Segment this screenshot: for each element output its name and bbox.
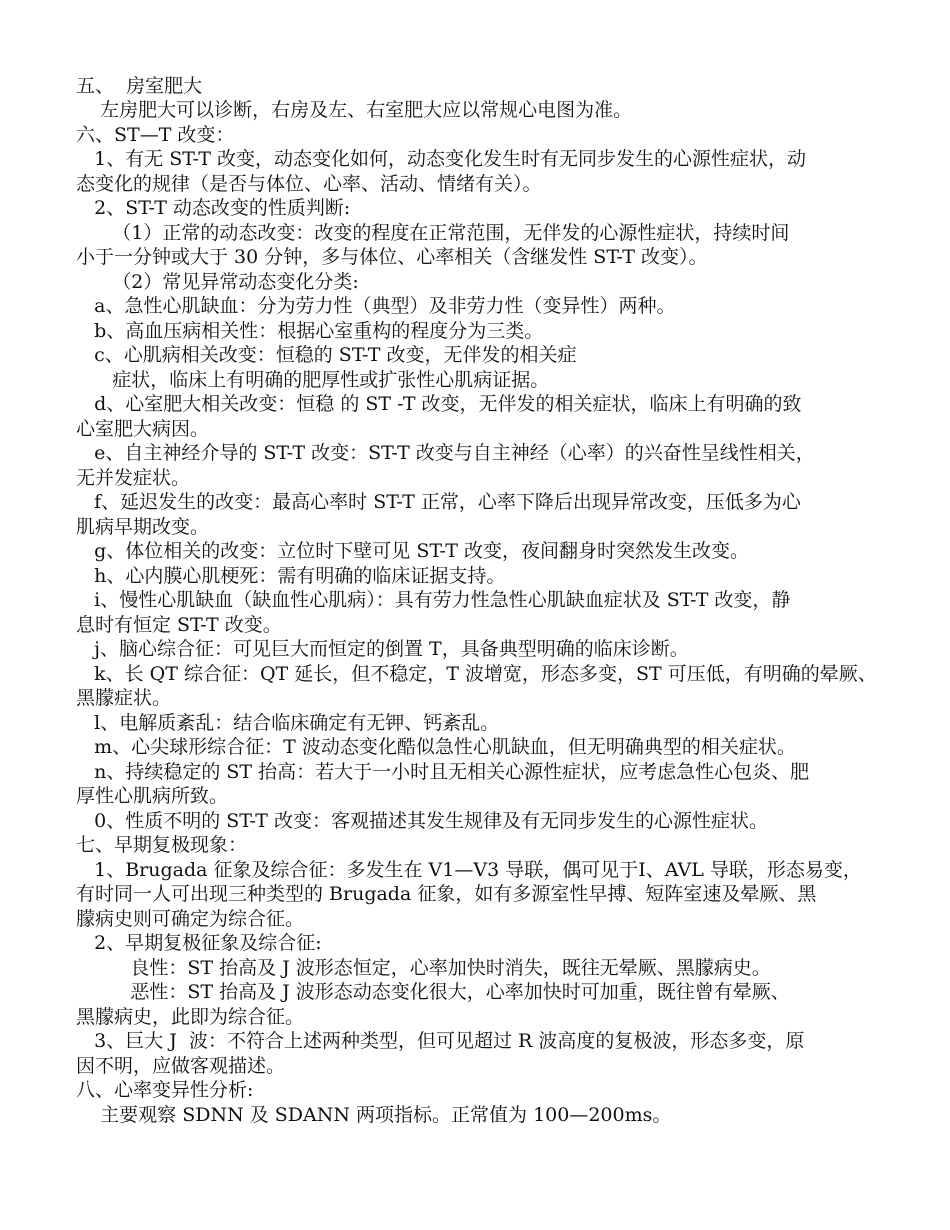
list-item-e: e、自主神经介导的 ST-T 改变：ST-T 改变与自主神经（心率）的兴奋性呈线性相关，: [76, 442, 815, 464]
heading-five: 五、 房室肥大: [76, 75, 203, 97]
paragraph-line: 恶性：ST 抬高及 J 波形态动态变化很大，心率加快时可加重，既往曾有晕厥、: [76, 981, 790, 1003]
list-item-i: i、慢性心肌缺血（缺血性心肌病）：具有劳力性急性心肌缺血症状及 ST-T 改变，静: [76, 589, 791, 611]
list-item-b: b、高血压病相关性：根据心室重构的程度分为三类。: [76, 320, 544, 342]
paragraph-line: （1）正常的动态改变：改变的程度在正常范围，无伴发的心源性症状，持续时间: [76, 222, 790, 244]
heading-seven: 七、早期复极现象：: [76, 834, 248, 856]
paragraph-line: 心室肥大病因。: [76, 418, 210, 440]
heading-eight: 八、心率变异性分析:: [76, 1079, 254, 1101]
list-item-f: f、延迟发生的改变：最高心率时 ST-T 正常，心率下降后出现异常改变，压低多为心: [76, 491, 801, 513]
paragraph-line: 因不明，应做客观描述。: [76, 1055, 286, 1077]
paragraph-line: 2、ST-T 动态改变的性质判断:: [76, 197, 351, 219]
paragraph-line: 良性：ST 抬高及 J 波形态恒定，心率加快时消失，既往无晕厥、黑朦病史。: [76, 957, 771, 979]
list-item-g: g、体位相关的改变：立位时下壁可见 ST-T 改变，夜间翻身时突然发生改变。: [76, 540, 750, 562]
paragraph-line: 左房肥大可以诊断，右房及左、右室肥大应以常规心电图为准。: [76, 99, 633, 121]
list-item-a: a、急性心肌缺血：分为劳力性（典型）及非劳力性（变异性）两种。: [76, 295, 676, 317]
paragraph-line: 主要观察 SDNN 及 SDANN 两项指标。正常值为 100—200ms。: [76, 1104, 672, 1126]
list-item-n: n、持续稳定的 ST 抬高：若大于一小时且无相关心源性症状，应考虑急性心包炎、肥: [76, 761, 810, 783]
paragraph-line: 3、巨大 J 波：不符合上述两种类型，但可见超过 R 波高度的复极波，形态多变，原: [76, 1030, 805, 1052]
paragraph-line: （2）常见异常动态变化分类:: [76, 271, 359, 293]
paragraph-line: 态变化的规律（是否与体位、心率、活动、情绪有关）。: [76, 173, 542, 195]
list-item-h: h、心内膜心肌梗死：需有明确的临床证据支持。: [76, 565, 506, 587]
list-item-l: l、电解质紊乱：结合临床确定有无钾、钙紊乱。: [76, 712, 500, 734]
paragraph-line: 黑朦病史，此即为综合征。: [76, 1006, 305, 1028]
paragraph-line: 无并发症状。: [76, 467, 191, 489]
paragraph-line: 黑朦症状。: [76, 687, 172, 709]
list-item-o: 0、性质不明的 ST-T 改变：客观描述其发生规律及有无同步发生的心源性症状。: [76, 810, 768, 832]
list-item-m: m、心尖球形综合征：T 波动态变化酷似急性心肌缺血，但无明确典型的相关症状。: [76, 736, 796, 758]
paragraph-line: 厚性心肌病所致。: [76, 785, 229, 807]
heading-six: 六、ST—T 改变：: [76, 124, 235, 146]
paragraph-line: 2、早期复极征象及综合征:: [76, 932, 322, 954]
paragraph-line: 1、Brugada 征象及综合征：多发生在 V1—V3 导联，偶可见于Ⅰ、AVL 导联，形态易变，: [76, 859, 862, 881]
paragraph-line: 有时同一人可出现三种类型的 Brugada 征象，如有多源室性早搏、短阵室速及晕厥、黑: [76, 883, 817, 905]
paragraph-line: 症状，临床上有明确的肥厚性或扩张性心肌病证据。: [76, 369, 550, 391]
paragraph-line: 息时有恒定 ST-T 改变。: [76, 614, 282, 636]
paragraph-line: 朦病史则可确定为综合征。: [76, 908, 305, 930]
paragraph-line: 1、有无 ST-T 改变，动态变化如何，动态变化发生时有无同步发生的心源性症状，动: [76, 148, 806, 170]
paragraph-line: 肌病早期改变。: [76, 516, 210, 538]
list-item-j: j、脑心综合征：可见巨大而恒定的倒置 T，具备典型明确的临床诊断。: [76, 638, 689, 660]
list-item-d: d、心室肥大相关改变：恒稳 的 ST -T 改变，无伴发的相关症状，临床上有明确的致: [76, 393, 802, 415]
paragraph-line: 小于一分钟或大于 30 分钟，多与体位、心率相关（含继发性 ST-T 改变）。: [76, 246, 708, 268]
list-item-c: c、心肌病相关改变：恒稳的 ST-T 改变，无伴发的相关症: [76, 344, 577, 366]
list-item-k: k、长 QT 综合征：QT 延长，但不稳定，T 波增宽，形态多变，ST 可压低，有明确的晕厥、: [76, 663, 877, 685]
